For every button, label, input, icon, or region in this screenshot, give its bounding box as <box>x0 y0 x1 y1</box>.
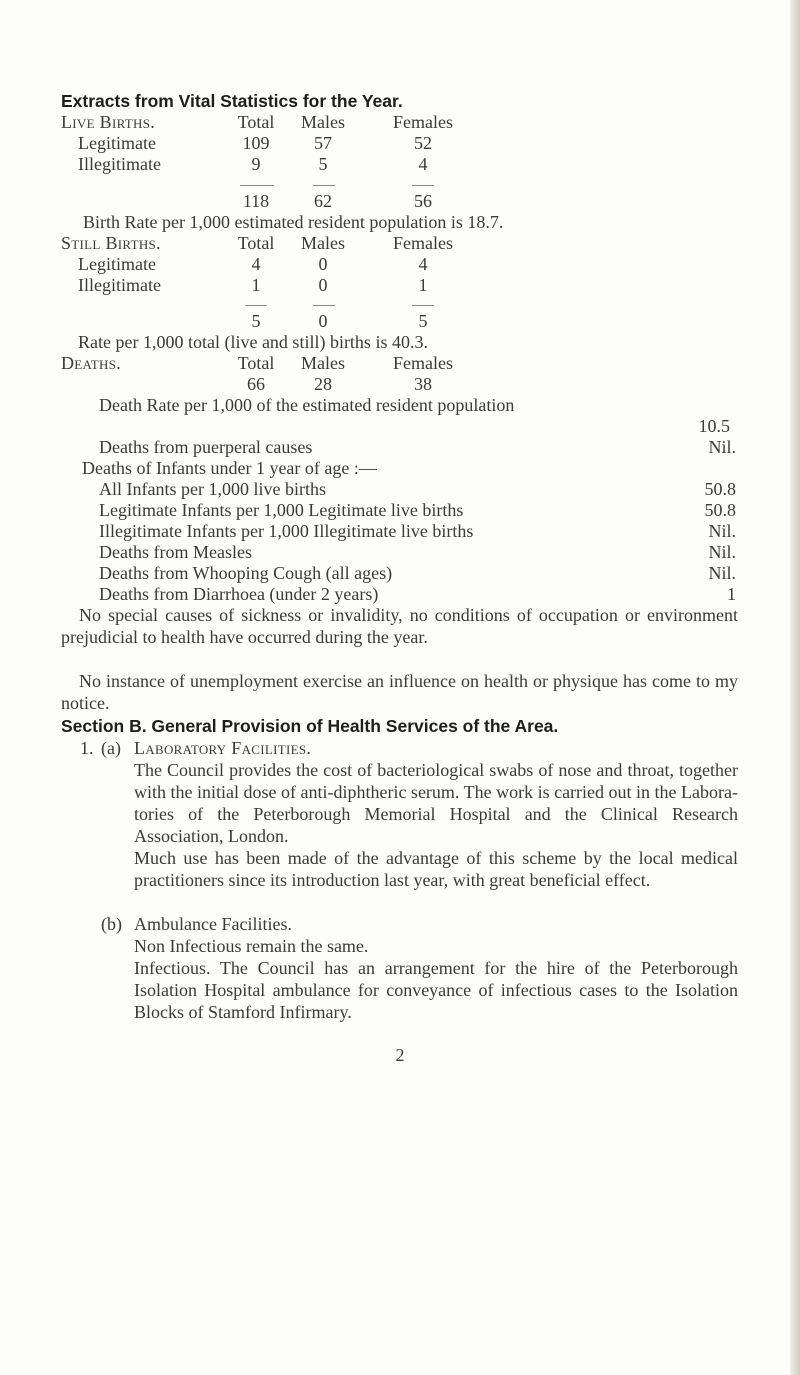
still-births-sum-total: 5 <box>251 311 261 331</box>
sum-rule <box>240 185 274 186</box>
deaths-heading: Deaths. <box>61 353 122 373</box>
puerperal-label: Deaths from puerperal causes <box>99 437 313 457</box>
still-births-col-total: Total <box>237 233 275 253</box>
still-births-col-males: Males <box>301 233 345 253</box>
live-births-row-males: 5 <box>318 154 328 174</box>
deaths-col-males: Males <box>301 353 345 373</box>
birth-rate: Birth Rate per 1,000 estimated resident population is 18.7. <box>83 212 504 232</box>
item-b-title: Ambulance Facilities. <box>134 914 292 934</box>
sum-rule <box>313 185 335 186</box>
infant-row-label: Deaths from Measles <box>99 542 252 562</box>
infant-row-value: Nil. <box>708 563 736 583</box>
infant-row-value: Nil. <box>708 521 736 541</box>
page-title: Extracts from Vital Statistics for the Year. <box>61 91 403 111</box>
item-a-label: (a) <box>101 738 121 758</box>
section-b-title: Section B. General Provision of Health Services of the Area. <box>61 716 559 736</box>
still-births-row-total: 4 <box>251 254 261 274</box>
sum-rule <box>412 305 434 306</box>
still-births-row-label: Illegitimate <box>78 275 161 295</box>
infant-row-value: 50.8 <box>704 479 736 499</box>
death-rate-label: Death Rate per 1,000 of the estimated resident population <box>99 395 515 415</box>
still-births-row-females: 4 <box>418 254 428 274</box>
live-births-col-males: Males <box>301 112 345 132</box>
item-b-paragraph: Non Infectious remain the same. <box>134 936 369 956</box>
deaths-males: 28 <box>314 374 332 394</box>
infants-intro: Deaths of Infants under 1 year of age :— <box>82 458 377 478</box>
infant-row-label: Illegitimate Infants per 1,000 Illegitimate live births <box>99 521 474 541</box>
still-births-row-males: 0 <box>318 275 328 295</box>
sum-rule <box>412 185 434 186</box>
deaths-col-total: Total <box>237 353 275 373</box>
deaths-total: 66 <box>247 374 265 394</box>
infant-row-label: Legitimate Infants per 1,000 Legitimate live births <box>99 500 464 520</box>
live-births-row-females: 52 <box>414 133 432 153</box>
item-a-paragraph: Much use has been made of the advantage of this scheme by the local medical practitioners since its introduction last year, with great beneficial effect. <box>134 848 738 890</box>
item-a-title: Laboratory Facilities. <box>134 738 312 758</box>
deaths-col-females: Females <box>393 353 453 373</box>
still-births-row-total: 1 <box>251 275 261 295</box>
infant-row-label: All Infants per 1,000 live births <box>99 479 326 499</box>
infant-row-label: Deaths from Whooping Cough (all ages) <box>99 563 393 583</box>
still-births-sum-females: 5 <box>418 311 428 331</box>
still-births-col-females: Females <box>393 233 453 253</box>
live-births-row-females: 4 <box>418 154 428 174</box>
still-births-row-females: 1 <box>418 275 428 295</box>
live-births-col-total: Total <box>237 112 275 132</box>
live-births-row-label: Illegitimate <box>78 154 161 174</box>
page-number: 2 <box>395 1045 405 1065</box>
item-b-paragraph: Infectious. The Council has an arrangement for the hire of the Peterborough Isolation Hospital ambulance for conveyance of infectious cases to the Isolation Blocks of Stamford Infirmary. <box>134 958 738 1022</box>
live-births-row-males: 57 <box>314 133 332 153</box>
still-births-heading: Still Births. <box>61 233 161 253</box>
item-number: 1. <box>80 738 94 758</box>
live-births-col-females: Females <box>393 112 453 132</box>
death-rate-value: 10.5 <box>698 416 730 436</box>
item-b-label: (b) <box>101 914 122 934</box>
infant-row-value: 50.8 <box>704 500 736 520</box>
still-birth-rate: Rate per 1,000 total (live and still) births is 40.3. <box>78 332 428 352</box>
live-births-row-label: Legitimate <box>78 133 156 153</box>
deaths-females: 38 <box>414 374 432 394</box>
live-births-sum-males: 62 <box>314 191 332 211</box>
puerperal-value: Nil. <box>708 437 736 457</box>
live-births-sum-total: 118 <box>242 191 270 211</box>
still-births-row-males: 0 <box>318 254 328 274</box>
live-births-row-total: 109 <box>242 133 270 153</box>
live-births-sum-females: 56 <box>414 191 432 211</box>
still-births-sum-males: 0 <box>318 311 328 331</box>
still-births-row-label: Legitimate <box>78 254 156 274</box>
infant-row-label: Deaths from Diarrhoea (under 2 years) <box>99 584 379 604</box>
paragraph-unemployment: No instance of unemployment exercise an influence on health or physique has come to my notice. <box>61 671 738 713</box>
live-births-row-total: 9 <box>251 154 261 174</box>
live-births-heading: Live Births. <box>61 112 156 132</box>
item-a-paragraph: The Council provides the cost of bacteriological swabs of nose and throat, together with the initial dose of anti-diphtheric serum. The work is carried out in the Labora-tories of the Peterborough Memorial Hospital and the Clinical Research Association, London. <box>134 760 738 846</box>
sum-rule <box>245 305 267 306</box>
paragraph-sickness: No special causes of sickness or invalidity, no conditions of occupation or environment prejudicial to health have occurred during the year. <box>61 605 738 647</box>
infant-row-value: Nil. <box>708 542 736 562</box>
page-edge <box>790 0 800 1375</box>
infant-row-value: 1 <box>727 584 736 604</box>
sum-rule <box>313 305 335 306</box>
